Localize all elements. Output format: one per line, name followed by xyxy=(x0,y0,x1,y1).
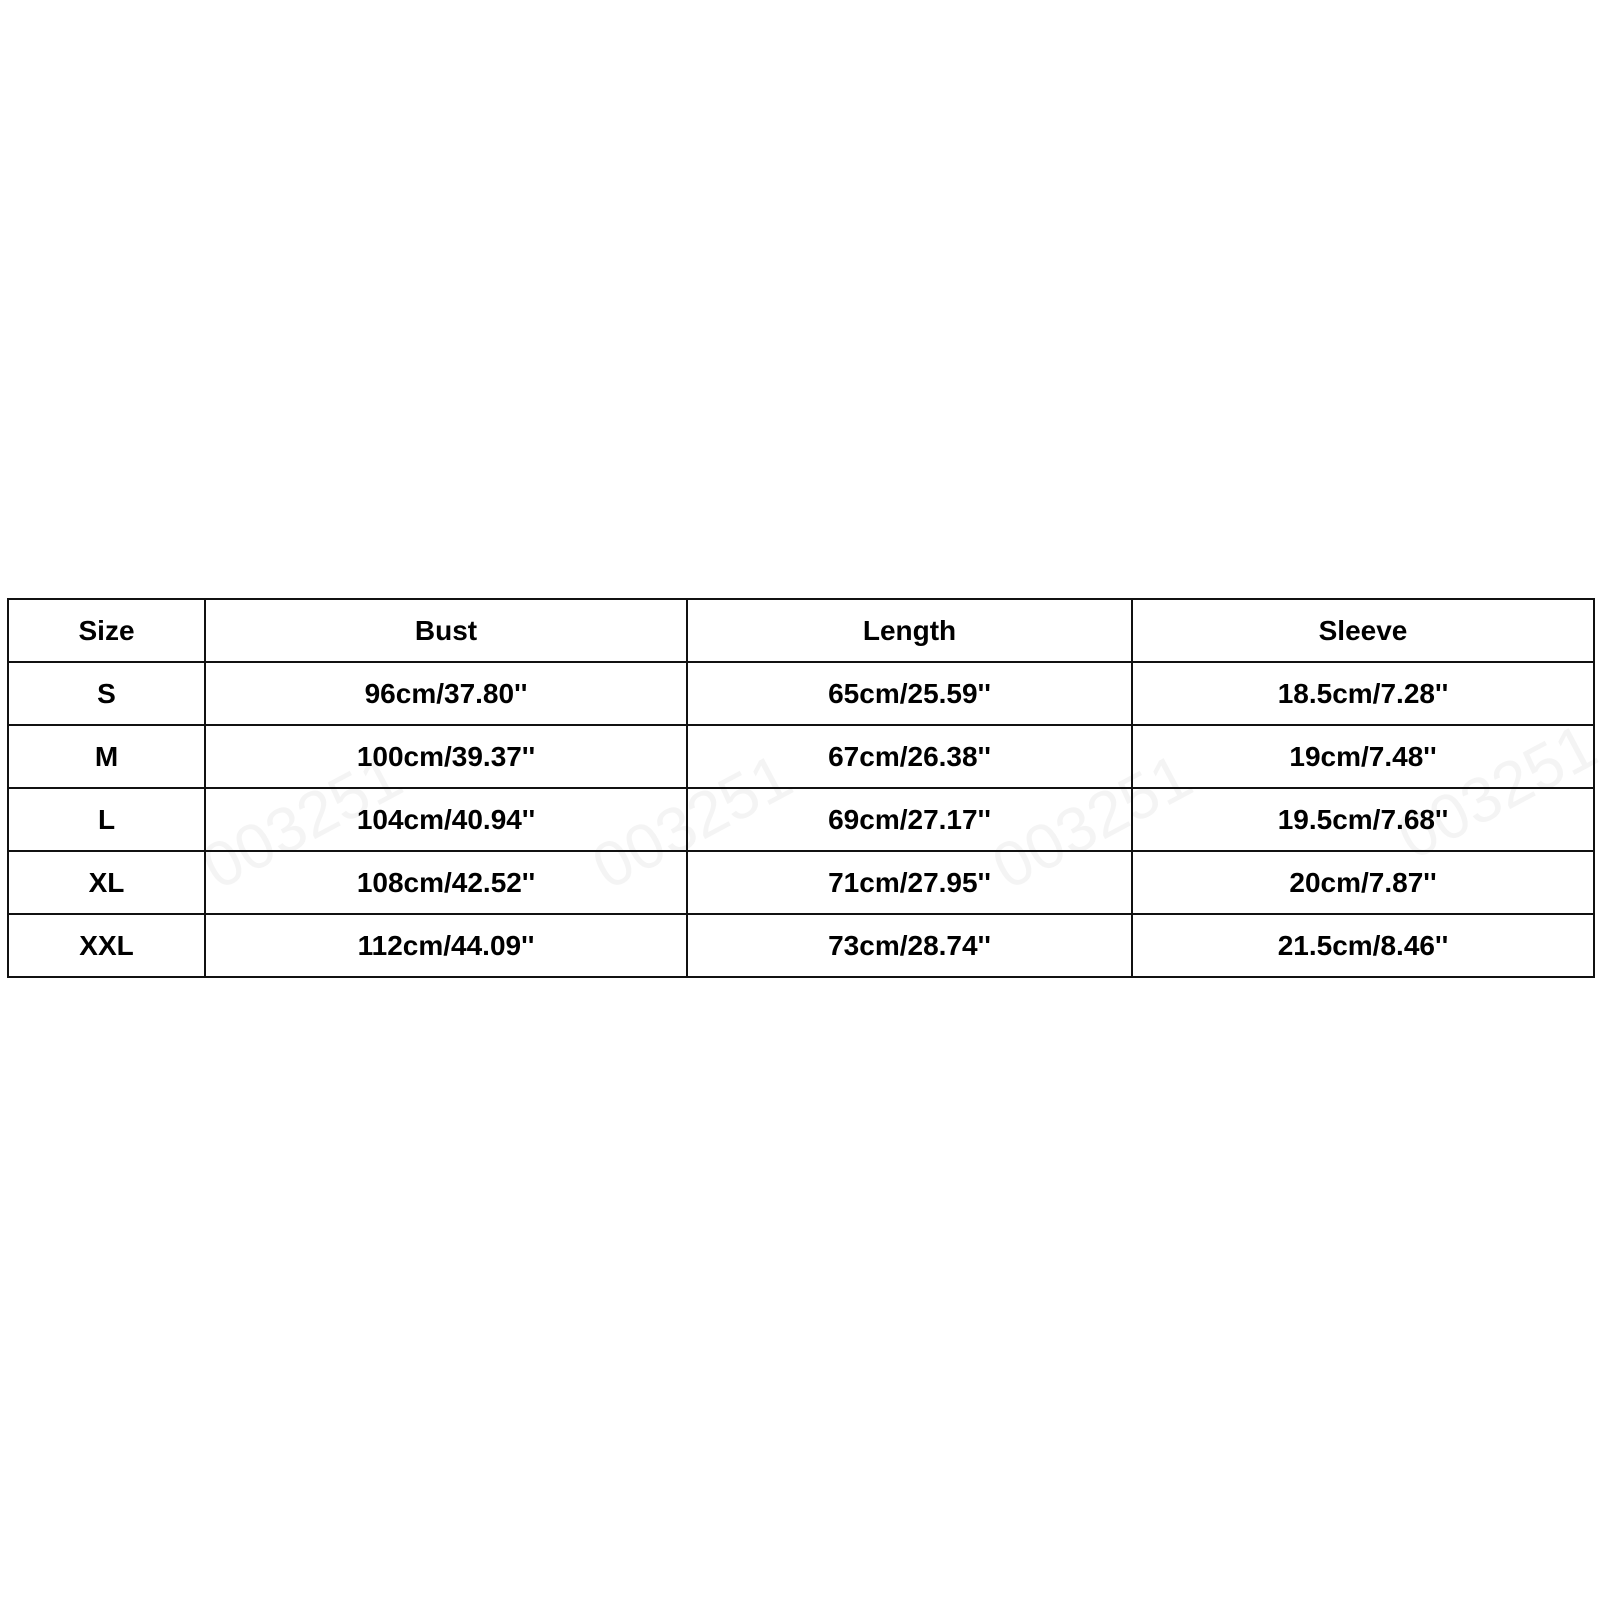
header-size: Size xyxy=(8,599,205,662)
cell-sleeve: 19cm/7.48'' xyxy=(1132,725,1594,788)
header-bust: Bust xyxy=(205,599,687,662)
table-row xyxy=(8,851,1594,914)
cell-length: 73cm/28.74'' xyxy=(687,914,1132,977)
size-chart-table xyxy=(7,598,1595,978)
cell-length: 69cm/27.17'' xyxy=(687,788,1132,851)
table-row xyxy=(8,725,1594,788)
cell-bust: 100cm/39.37'' xyxy=(205,725,687,788)
cell-length: 67cm/26.38'' xyxy=(687,725,1132,788)
cell-size: L xyxy=(8,788,205,851)
cell-bust: 108cm/42.52'' xyxy=(205,851,687,914)
cell-sleeve: 20cm/7.87'' xyxy=(1132,851,1594,914)
cell-length: 65cm/25.59'' xyxy=(687,662,1132,725)
header-length: Length xyxy=(687,599,1132,662)
cell-sleeve: 21.5cm/8.46'' xyxy=(1132,914,1594,977)
header-sleeve: Sleeve xyxy=(1132,599,1594,662)
cell-sleeve: 19.5cm/7.68'' xyxy=(1132,788,1594,851)
cell-bust: 96cm/37.80'' xyxy=(205,662,687,725)
table-row xyxy=(8,662,1594,725)
table-row xyxy=(8,788,1594,851)
cell-length: 71cm/27.95'' xyxy=(687,851,1132,914)
table-row xyxy=(8,914,1594,977)
cell-bust: 112cm/44.09'' xyxy=(205,914,687,977)
cell-sleeve: 18.5cm/7.28'' xyxy=(1132,662,1594,725)
cell-bust: 104cm/40.94'' xyxy=(205,788,687,851)
cell-size: M xyxy=(8,725,205,788)
cell-size: XL xyxy=(8,851,205,914)
table-header-row xyxy=(8,599,1594,662)
cell-size: XXL xyxy=(8,914,205,977)
cell-size: S xyxy=(8,662,205,725)
